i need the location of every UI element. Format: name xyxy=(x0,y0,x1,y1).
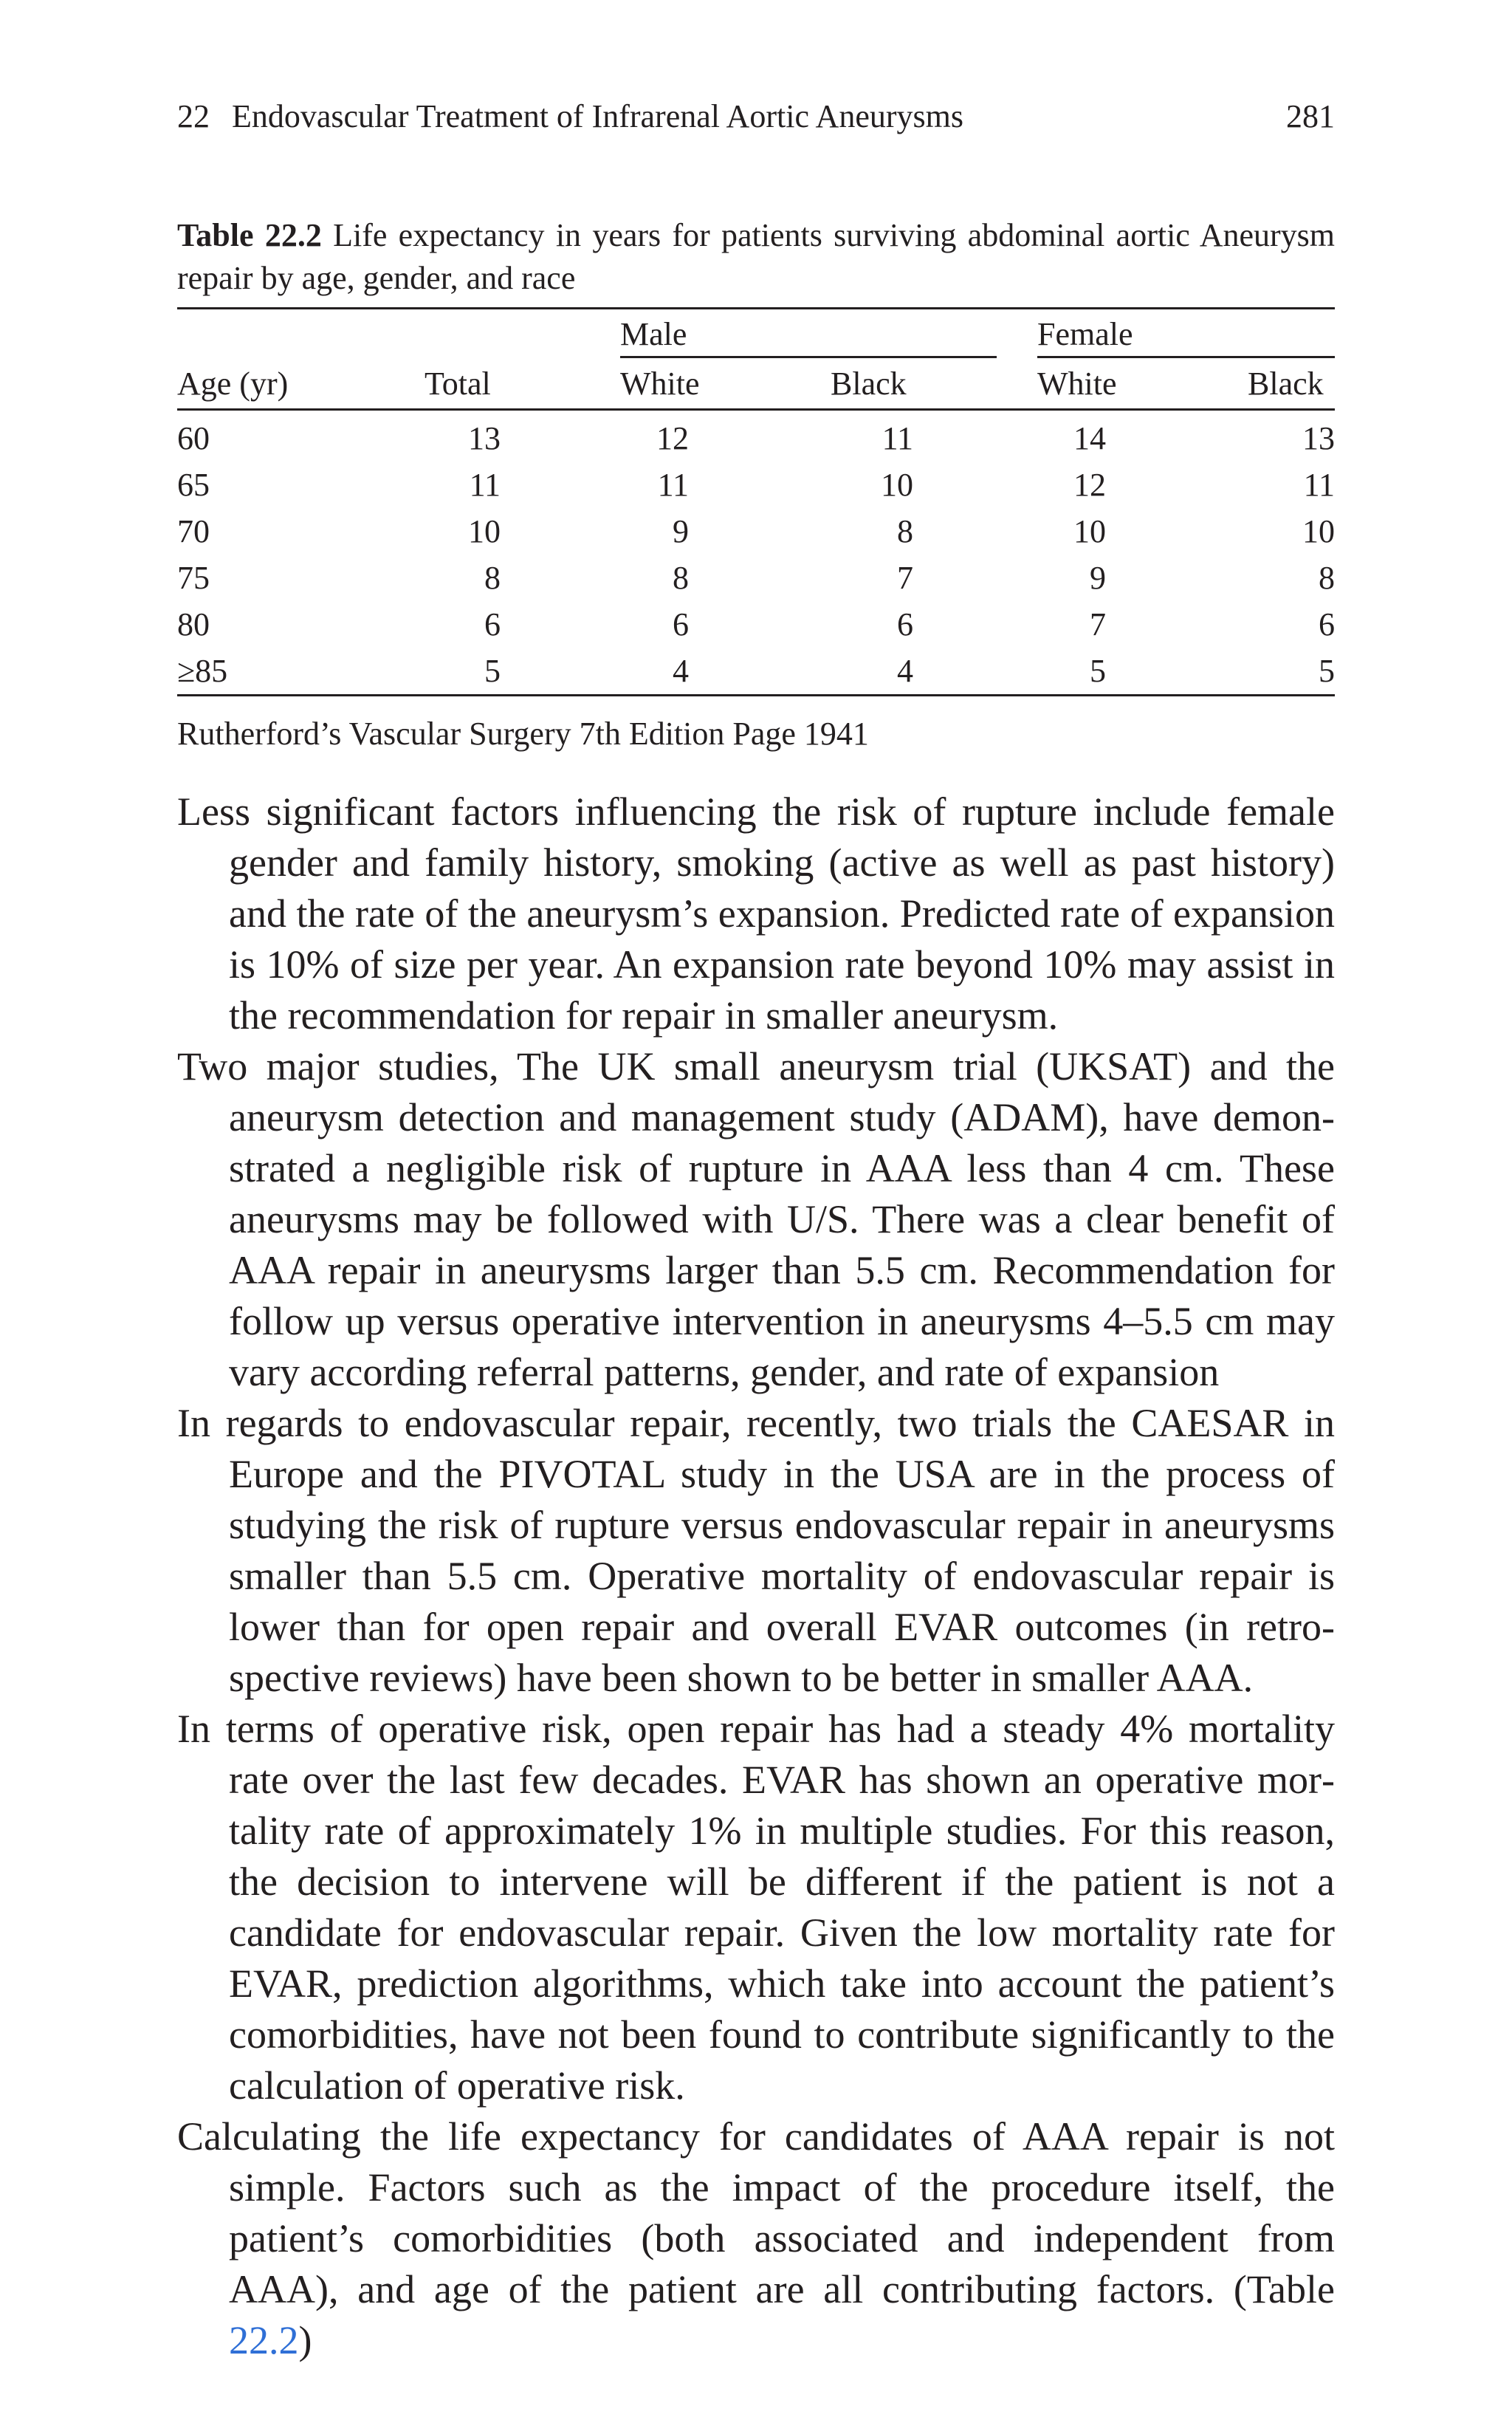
table-column-header-row xyxy=(177,358,1335,410)
cell-age: 75 xyxy=(177,560,210,596)
col-header-total: Total xyxy=(425,365,491,402)
group-header-female: Female xyxy=(1037,309,1335,359)
chapter-title: Endovascular Treatment of Infrarenal Aortic Aneurysms xyxy=(232,98,963,134)
cell-male-white-value: 6 xyxy=(673,606,689,642)
paragraph-last-end: ) xyxy=(298,2318,312,2362)
running-head-left xyxy=(177,96,963,137)
table-row xyxy=(177,648,1335,696)
cell-male-black xyxy=(831,462,1037,508)
cell-male-white xyxy=(620,508,831,555)
col-header-male-black: Black xyxy=(831,365,907,402)
male-group-rule xyxy=(620,356,997,358)
chapter-number: 22 xyxy=(177,98,210,134)
cell-female-white xyxy=(1037,508,1248,555)
cell-male-white-value: 8 xyxy=(673,560,689,596)
cell-female-white-value: 7 xyxy=(1090,606,1106,642)
cell-female-black xyxy=(1248,648,1335,696)
table-reference-link[interactable]: 22.2 xyxy=(229,2318,299,2362)
cell-female-white-value: 10 xyxy=(1073,513,1106,549)
cell-female-black xyxy=(1248,410,1335,462)
table-caption-text: Life expectancy in years for patients surviving abdominal aortic Aneurysm repair by age, gender, and race xyxy=(177,217,1335,296)
cell-female-black-value: 11 xyxy=(1303,467,1335,503)
cell-male-white xyxy=(620,648,831,696)
table-label: Table 22.2 xyxy=(177,217,322,253)
cell-age: 60 xyxy=(177,420,210,456)
col-header-female-white: White xyxy=(1037,365,1117,402)
cell-male-black xyxy=(831,648,1037,696)
paragraph: In terms of operative risk, open repair has had a steady 4% mortality rate over the last few decades. EVAR has shown an operative mortality rate of approximately 1% in multiple studies. For this reason, the decision to intervene will be different if the patient is not a candidate for endovascular repair. Given the low mortality rate for EVAR, prediction algorithms, which take into account the patient’s comorbidities, have not been found to contribute significantly to the calculation of operative risk. xyxy=(177,1707,1335,2108)
table-row xyxy=(177,601,1335,648)
cell-male-white xyxy=(620,555,831,601)
cell-female-black-value: 10 xyxy=(1302,513,1335,549)
table-row xyxy=(177,410,1335,462)
cell-male-white xyxy=(620,462,831,508)
cell-female-white xyxy=(1037,601,1248,648)
cell-total-value: 5 xyxy=(484,653,501,689)
cell-total-value: 6 xyxy=(484,606,501,642)
cell-age: ≥85 xyxy=(177,653,228,689)
paragraph-last xyxy=(177,2111,1335,2366)
cell-age: 80 xyxy=(177,606,210,642)
cell-male-white xyxy=(620,410,831,462)
cell-total-value: 11 xyxy=(469,467,501,503)
cell-male-black xyxy=(831,410,1037,462)
cell-female-black xyxy=(1248,508,1335,555)
female-group-rule xyxy=(1037,356,1335,358)
paragraph: Two major studies, The UK small aneurysm trial (UKSAT) and the aneurysm detection and management study (ADAM), have demonstrated a negligible risk of rupture in AAA less than 4 cm. These aneurysms may be followed with U/S. There was a clear benefit of AAA repair in aneurysms larger than 5.5 cm. Recommendation for follow up versus operative intervention in aneurysms 4–5.5 cm may vary according referral patterns, gender, and rate of expansion xyxy=(177,1044,1335,1394)
cell-male-black-value: 11 xyxy=(882,420,913,456)
cell-total-value: 13 xyxy=(468,420,501,456)
paragraph-last-text: Calculating the life expectancy for candidates of AAA repair is not simple. Factors such as the impact of the procedure itself, the patient’s comorbidities (both associated and independent from AAA), and age of the patient are all contributing factors. (Table xyxy=(177,2114,1335,2311)
cell-male-white-value: 11 xyxy=(657,467,689,503)
cell-male-white-value: 4 xyxy=(673,653,689,689)
cell-male-black xyxy=(831,508,1037,555)
cell-female-white xyxy=(1037,410,1248,462)
cell-male-black-value: 6 xyxy=(897,606,913,642)
body-text xyxy=(177,786,1335,2366)
cell-total xyxy=(425,601,620,648)
col-header-age: Age (yr) xyxy=(177,365,289,402)
cell-male-white-value: 9 xyxy=(673,513,689,549)
table-block xyxy=(177,214,1335,755)
cell-age: 70 xyxy=(177,513,210,549)
col-header-female-black: Black xyxy=(1248,365,1324,402)
cell-female-white-value: 5 xyxy=(1090,653,1106,689)
page-number: 281 xyxy=(1286,98,1335,134)
cell-female-white-value: 12 xyxy=(1073,467,1106,503)
table-caption xyxy=(177,214,1335,300)
cell-female-white-value: 9 xyxy=(1090,560,1106,596)
cell-total xyxy=(425,648,620,696)
cell-total xyxy=(425,555,620,601)
cell-total xyxy=(425,462,620,508)
table-body xyxy=(177,410,1335,696)
cell-male-black-value: 7 xyxy=(897,560,913,596)
running-head xyxy=(177,96,1335,137)
cell-male-black-value: 4 xyxy=(897,653,913,689)
col-header-male-white: White xyxy=(620,365,700,402)
cell-female-white-value: 14 xyxy=(1073,420,1106,456)
cell-female-black-value: 13 xyxy=(1302,420,1335,456)
table-group-header-row xyxy=(177,309,1335,359)
cell-female-white xyxy=(1037,648,1248,696)
cell-female-black-value: 6 xyxy=(1319,606,1335,642)
cell-male-white-value: 12 xyxy=(656,420,689,456)
life-expectancy-table xyxy=(177,307,1335,696)
cell-male-black-value: 10 xyxy=(881,467,913,503)
table-source-note: Rutherford’s Vascular Surgery 7th Edition Page 1941 xyxy=(177,716,869,752)
cell-female-black-value: 5 xyxy=(1319,653,1335,689)
cell-female-black xyxy=(1248,555,1335,601)
cell-male-black-value: 8 xyxy=(897,513,913,549)
cell-female-black xyxy=(1248,462,1335,508)
table-row xyxy=(177,462,1335,508)
cell-total xyxy=(425,508,620,555)
table-row xyxy=(177,508,1335,555)
table-row xyxy=(177,555,1335,601)
group-header-male: Male xyxy=(620,309,1037,359)
cell-female-white xyxy=(1037,462,1248,508)
cell-total xyxy=(425,410,620,462)
paragraph: In regards to endovascular repair, recently, two trials the CAESAR in Europe and the PIVOTAL study in the USA are in the process of studying the risk of rupture versus endovascular repair in aneurysms smaller than 5.5 cm. Operative mortality of endovascular repair is lower than for open repair and overall EVAR outcomes (in retrospective reviews) have been shown to be better in smaller AAA. xyxy=(177,1401,1335,1700)
cell-female-black-value: 8 xyxy=(1319,560,1335,596)
cell-total-value: 10 xyxy=(468,513,501,549)
cell-male-black xyxy=(831,555,1037,601)
cell-male-white xyxy=(620,601,831,648)
cell-age: 65 xyxy=(177,467,210,503)
paragraph: Less significant factors influencing the risk of rupture include female gender and family history, smoking (active as well as past history) and the rate of the aneurysm’s expansion. Predicted rate of expansion is 10% of size per year. An expansion rate beyond 10% may assist in the recommendation for repair in smaller aneurysm. xyxy=(177,789,1335,1038)
cell-female-black xyxy=(1248,601,1335,648)
cell-male-black xyxy=(831,601,1037,648)
cell-female-white xyxy=(1037,555,1248,601)
cell-total-value: 8 xyxy=(484,560,501,596)
